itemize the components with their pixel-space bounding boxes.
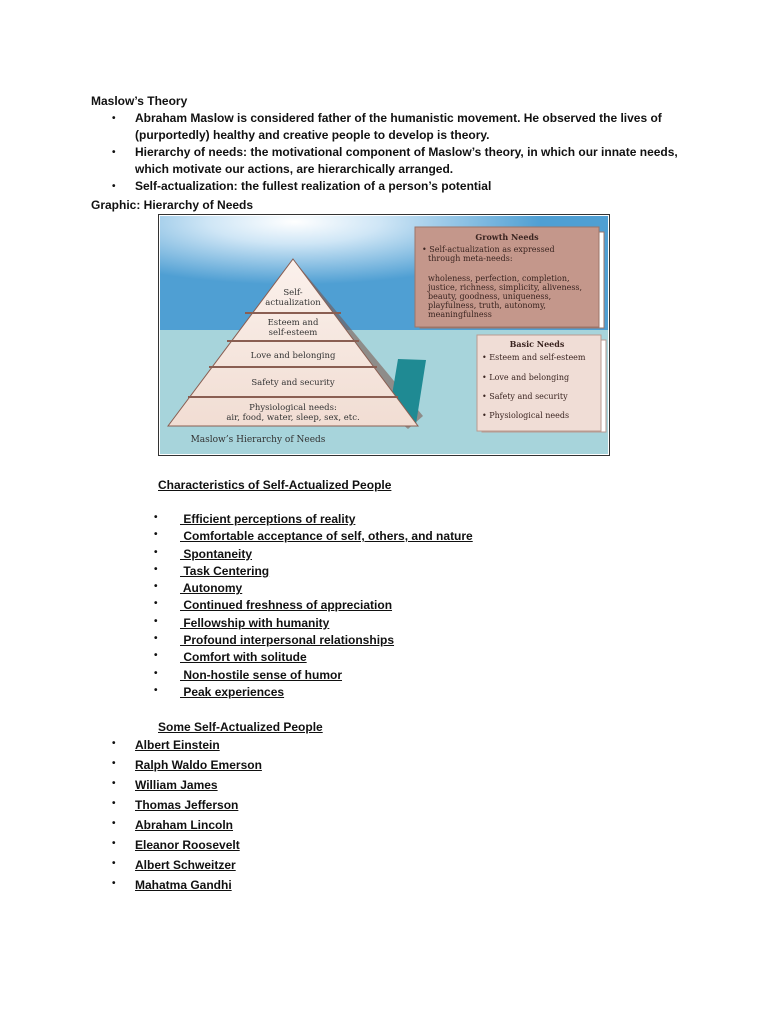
- graphic-label: Graphic: Hierarchy of Needs: [91, 198, 254, 212]
- intro-bullet-text: Self-actualization: the fullest realization of a person’s potential: [135, 179, 492, 193]
- characteristic-text: Task Centering: [180, 563, 270, 578]
- bullet-dot: •: [112, 147, 116, 158]
- level-top-line2: actualization: [265, 298, 321, 308]
- bullet-dot: •: [154, 633, 158, 645]
- bullet-dot: •: [154, 684, 158, 696]
- basic-box-item: • Safety and security: [482, 392, 568, 401]
- page-heading: Maslow’s Theory: [91, 94, 188, 108]
- intro-bullet: [112, 110, 682, 144]
- bullet-dot: •: [112, 181, 116, 192]
- bullet-dot: •: [154, 581, 158, 593]
- bullet-dot: •: [112, 778, 116, 789]
- person-name: Ralph Waldo Emerson: [135, 758, 262, 772]
- characteristic-text: Peak experiences: [180, 684, 285, 699]
- hierarchy-of-needs-figure: [158, 214, 610, 457]
- growth-box-meta-line: playfulness, truth, autonomy,: [428, 301, 546, 310]
- bullet-dot: •: [154, 512, 158, 523]
- growth-box-bullet-line1: • Self-actualization as expressed: [422, 245, 555, 254]
- characteristic-text: Profound interpersonal relationships: [180, 633, 395, 648]
- characteristic-text: Fellowship with humanity: [180, 615, 330, 630]
- characteristics-title: Characteristics of Self-Actualized People: [158, 478, 392, 492]
- growth-box-bullet-line2: through meta-needs:: [428, 254, 513, 263]
- growth-box-meta-line: beauty, goodness, uniqueness,: [428, 292, 552, 301]
- person-name: Thomas Jefferson: [135, 798, 239, 812]
- level-physio-line2: air, food, water, sleep, sex, etc.: [226, 413, 360, 423]
- growth-box-meta-line: meaningfulness: [428, 310, 492, 319]
- bullet-dot: •: [112, 878, 116, 889]
- bullet-dot: •: [154, 615, 158, 627]
- basic-box-item: • Physiological needs: [482, 411, 570, 420]
- level-top-line1: Self-: [283, 288, 303, 298]
- person-name: William James: [135, 778, 218, 792]
- bullet-dot: •: [112, 758, 116, 769]
- bullet-dot: •: [154, 650, 158, 662]
- level-esteem-line2: self-esteem: [268, 328, 318, 338]
- basic-box-item: • Love and belonging: [482, 373, 570, 382]
- level-love: Love and belonging: [250, 351, 336, 361]
- growth-box-meta-line: justice, richness, simplicity, aliveness,: [428, 283, 583, 292]
- bullet-dot: •: [112, 798, 116, 809]
- person-name: Albert Schweitzer: [135, 858, 236, 872]
- characteristic-text: Non-hostile sense of humor: [180, 667, 343, 682]
- growth-box-title: Growth Needs: [475, 232, 539, 242]
- bullet-dot: •: [154, 598, 158, 610]
- bullet-dot: •: [154, 529, 158, 541]
- level-physio-line1: Physiological needs:: [249, 403, 337, 413]
- basic-box-title: Basic Needs: [509, 339, 565, 349]
- person-name: Mahatma Gandhi: [135, 878, 232, 892]
- person-name: Eleanor Roosevelt: [135, 838, 240, 852]
- characteristic-text: Spontaneity: [180, 546, 253, 561]
- people-title: Some Self-Actualized People: [158, 720, 323, 734]
- characteristic-text: Continued freshness of appreciation: [180, 598, 393, 613]
- level-safety: Safety and security: [251, 378, 335, 388]
- person-name: Albert Einstein: [135, 738, 220, 752]
- bullet-dot: •: [154, 667, 158, 679]
- intro-bullet: [112, 178, 682, 195]
- bullet-dot: •: [154, 563, 158, 575]
- bullet-dot: •: [112, 858, 116, 869]
- bullet-dot: •: [112, 818, 116, 829]
- figure-caption: Maslow’s Hierarchy of Needs: [190, 435, 326, 445]
- bullet-dot: •: [112, 113, 116, 124]
- level-esteem-line1: Esteem and: [267, 318, 319, 328]
- intro-bullet-list: [112, 110, 682, 195]
- intro-bullet: [112, 144, 682, 178]
- bullet-dot: •: [112, 838, 116, 849]
- growth-box-meta-line: wholeness, perfection, completion,: [428, 274, 570, 283]
- characteristic-text: Comfort with solitude: [180, 650, 307, 665]
- basic-box-item: • Esteem and self-esteem: [482, 353, 586, 362]
- characteristic-text: Efficient perceptions of reality: [180, 512, 356, 526]
- characteristic-text: Autonomy: [180, 581, 243, 596]
- bullet-dot: •: [112, 738, 116, 749]
- person-name: Abraham Lincoln: [135, 818, 234, 832]
- bullet-dot: •: [154, 546, 158, 558]
- intro-bullet-text: Abraham Maslow is considered father of the humanistic movement. He observed the lives of (purportedly) healthy and creative people to develop is theory.: [135, 111, 662, 142]
- intro-bullet-text: Hierarchy of needs: the motivational component of Maslow’s theory, in which our innate needs, which motivate our actions, are hierarchically arranged.: [135, 145, 678, 176]
- characteristic-text: Comfortable acceptance of self, others, and nature: [180, 529, 473, 544]
